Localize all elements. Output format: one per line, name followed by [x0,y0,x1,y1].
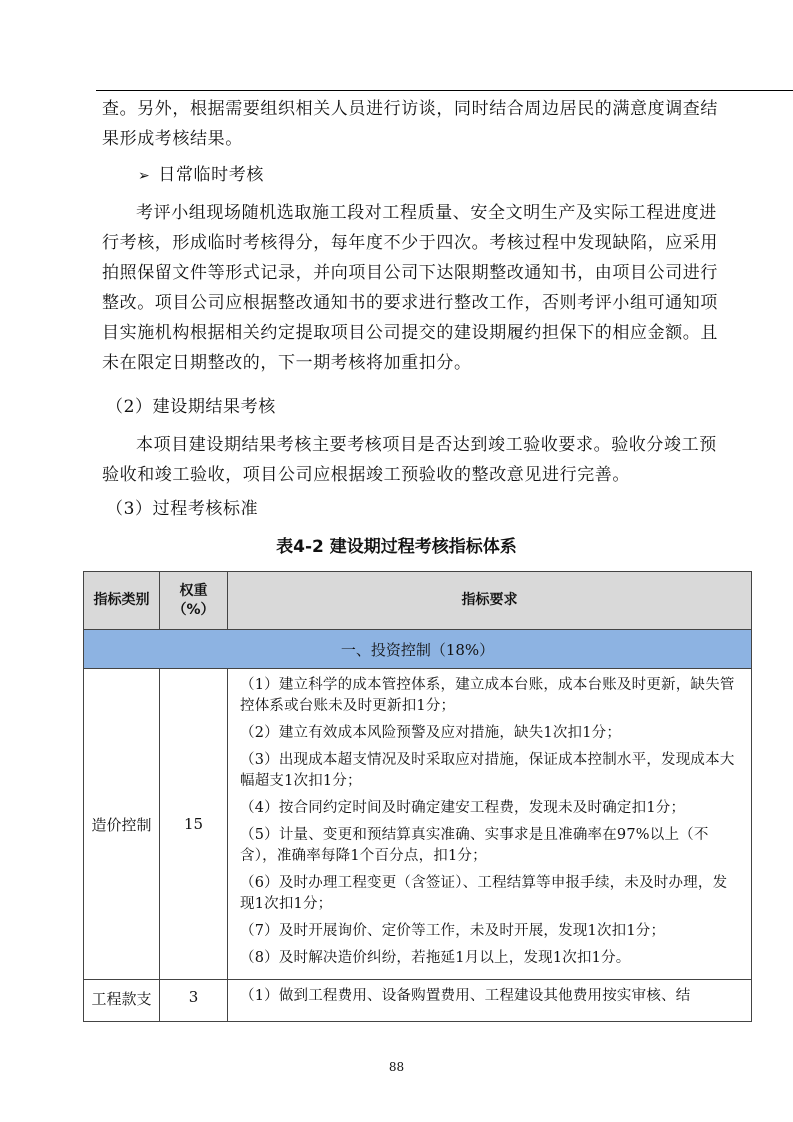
requirement-item: （5）计量、变更和预结算真实准确、实事求是且准确率在97%以上（不含），准确率每降1个百分点，扣1分； [240,827,709,864]
table-row [84,980,752,1022]
subheading-daily-assessment [138,160,264,191]
section-row-investment [84,630,752,669]
requirement-item: （8）及时解决造价纠纷，若拖延1月以上，发现1次扣1分。 [240,950,631,966]
row-requirements-cost [228,669,752,980]
table-row [84,669,752,980]
requirement-item: （1）建立科学的成本管控体系，建立成本台账，成本台账及时更新，缺失管控体系或台账未及时更新扣1分； [240,677,735,714]
requirement-item: （6）及时办理工程变更（含签证）、工程结算等申报手续，未及时办理，发现1次扣1分； [240,875,728,912]
requirement-item: （2）建立有效成本风险预警及应对措施，缺失1次扣1分； [240,725,622,741]
paragraph-result-assessment: 本项目建设期结果考核主要考核项目是否达到竣工验收要求。验收分竣工预验收和竣工验收，项目公司应根据竣工预验收的整改意见进行完善。 [102,435,717,485]
section-investment-control: 一、投资控制（18%） [84,630,752,669]
header-requirement: 指标要求 [228,572,752,630]
row-weight-payment: 3 [160,980,228,1022]
row-weight-cost: 15 [160,669,228,980]
table-header-row [84,572,752,630]
subheading-result-assessment: （2）建设期结果考核 [106,397,276,417]
assessment-index-table [83,571,752,1022]
header-category: 指标类别 [84,572,160,630]
top-rule [96,90,793,91]
requirement-item: （3）出现成本超支情况及时采取应对措施，保证成本控制水平，发现成本大幅超支1次扣1分； [240,752,735,789]
row-category-cost: 造价控制 [84,669,160,980]
row-requirements-payment [228,980,752,1022]
subheading-process-standard: （3）过程考核标准 [106,499,259,519]
arrow-bullet-icon: ➢ [138,168,151,184]
requirement-item: （4）按合同约定时间及时确定建安工程费，发现未及时确定扣1分； [240,800,686,816]
page-number: 88 [388,1060,405,1074]
table-caption: 表4-2 建设期过程考核指标体系 [276,537,517,557]
requirement-item: （1）做到工程费用、设备购置费用、工程建设其他费用按实审核、结 [240,988,691,1004]
paragraph-daily-assessment: 考评小组现场随机选取施工段对工程质量、安全文明生产及实际工程进度进行考核，形成临时考核得分，每年度不少于四次。考核过程中发现缺陷，应采用拍照保留文件等形式记录，并向项目公司下达限期整改通知书，由项目公司进行整改。项目公司应根据整改通知书的要求进行整改工作，否则考评小组可通知项目实施机构根据相关约定提取项目公司提交的建设期履约担保下的相应金额。且未在限定日期整改的，下一期考核将加重扣分。 [102,203,718,373]
subheading-daily-text: 日常临时考核 [158,165,264,185]
paragraph-continuation: 查。另外，根据需要组织相关人员进行访谈，同时结合周边居民的满意度调查结果形成考核结果。 [102,99,718,149]
header-weight: 权重（%） [160,572,228,630]
requirement-item: （7）及时开展询价、定价等工作，未及时开展，发现1次扣1分； [240,923,666,939]
row-category-payment: 工程款支 [84,980,160,1022]
